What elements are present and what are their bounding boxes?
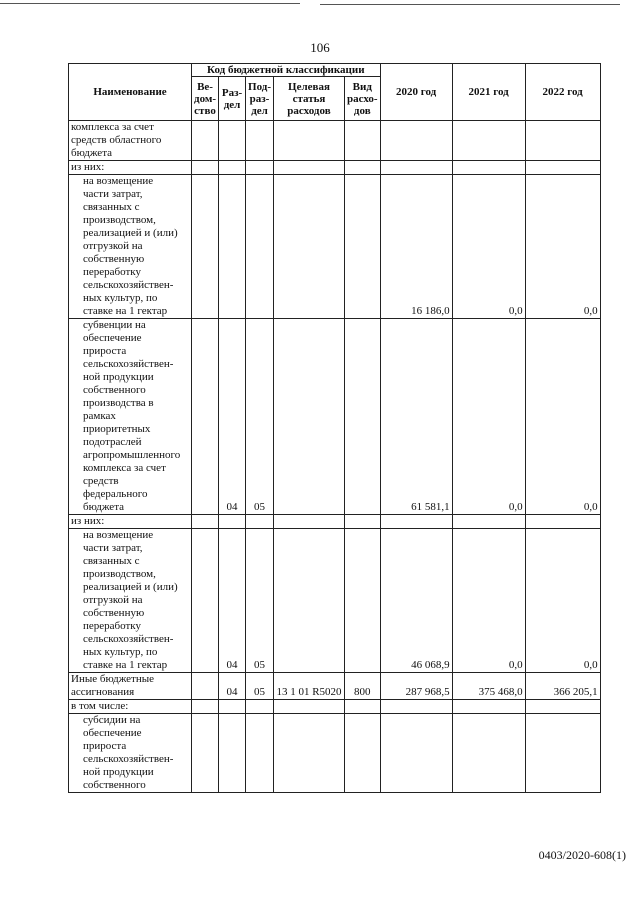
cell-celevaya bbox=[273, 161, 344, 175]
cell-name: комплекса за счет средств областного бюджета bbox=[69, 121, 192, 161]
cell-vid bbox=[344, 121, 380, 161]
budget-table bbox=[68, 63, 601, 793]
header-podrazdel: Под- раз- дел bbox=[246, 77, 274, 121]
cell-y1: 61 581,1 bbox=[380, 319, 452, 515]
header-celevaya: Целевая статья расходов bbox=[273, 77, 344, 121]
table-row bbox=[69, 175, 601, 319]
table-row bbox=[69, 700, 601, 714]
cell-name: из них: bbox=[69, 161, 192, 175]
cell-y1 bbox=[380, 161, 452, 175]
cell-celevaya: 13 1 01 R5020 bbox=[273, 673, 344, 700]
cell-y3 bbox=[525, 161, 600, 175]
cell-ved bbox=[192, 515, 219, 529]
table-row bbox=[69, 673, 601, 700]
cell-razdel bbox=[219, 121, 246, 161]
cell-podrazdel bbox=[246, 121, 274, 161]
cell-ved bbox=[192, 700, 219, 714]
cell-razdel bbox=[219, 714, 246, 793]
table-row bbox=[69, 319, 601, 515]
cell-razdel bbox=[219, 700, 246, 714]
table-row bbox=[69, 515, 601, 529]
cell-y2 bbox=[452, 700, 525, 714]
cell-y2 bbox=[452, 161, 525, 175]
cell-y1 bbox=[380, 714, 452, 793]
cell-y1: 46 068,9 bbox=[380, 529, 452, 673]
header-year-2020: 2020 год bbox=[380, 64, 452, 121]
cell-y3: 0,0 bbox=[525, 175, 600, 319]
cell-y2: 0,0 bbox=[452, 529, 525, 673]
cell-y1: 16 186,0 bbox=[380, 175, 452, 319]
cell-name: в том числе: bbox=[69, 700, 192, 714]
cell-y2: 0,0 bbox=[452, 319, 525, 515]
cell-y1 bbox=[380, 121, 452, 161]
cell-podrazdel bbox=[246, 714, 274, 793]
cell-podrazdel: 05 bbox=[246, 529, 274, 673]
cell-y1: 287 968,5 bbox=[380, 673, 452, 700]
cell-y3: 366 205,1 bbox=[525, 673, 600, 700]
cell-name: субвенции на обеспечение прироста сельскохозяйствен- ной продукции собственного производства в рамках приоритетных подотраслей агропромышленного комплекса за счет средств федерального бюджета bbox=[69, 319, 192, 515]
cell-y3 bbox=[525, 714, 600, 793]
table-row bbox=[69, 529, 601, 673]
cell-podrazdel bbox=[246, 175, 274, 319]
cell-vid bbox=[344, 700, 380, 714]
table-row bbox=[69, 121, 601, 161]
cell-y1 bbox=[380, 515, 452, 529]
cell-celevaya bbox=[273, 700, 344, 714]
cell-y2 bbox=[452, 515, 525, 529]
cell-ved bbox=[192, 161, 219, 175]
cell-y3 bbox=[525, 515, 600, 529]
cell-razdel: 04 bbox=[219, 529, 246, 673]
cell-vid bbox=[344, 175, 380, 319]
cell-celevaya bbox=[273, 121, 344, 161]
header-razdel: Раз- дел bbox=[219, 77, 246, 121]
cell-razdel bbox=[219, 515, 246, 529]
cell-vid: 800 bbox=[344, 673, 380, 700]
document-code: 0403/2020-608(1) bbox=[538, 848, 626, 862]
table-body bbox=[69, 121, 601, 793]
cell-podrazdel bbox=[246, 515, 274, 529]
cell-vid bbox=[344, 319, 380, 515]
cell-celevaya bbox=[273, 175, 344, 319]
header-classification: Код бюджетной классификации bbox=[192, 64, 381, 77]
cell-podrazdel bbox=[246, 700, 274, 714]
cell-podrazdel: 05 bbox=[246, 319, 274, 515]
cell-y1 bbox=[380, 700, 452, 714]
cell-y2: 375 468,0 bbox=[452, 673, 525, 700]
cell-celevaya bbox=[273, 319, 344, 515]
cell-razdel: 04 bbox=[219, 673, 246, 700]
top-rule-left bbox=[0, 3, 300, 4]
cell-name: субсидии на обеспечение прироста сельскохозяйствен- ной продукции собственного bbox=[69, 714, 192, 793]
cell-y2 bbox=[452, 714, 525, 793]
cell-name: Иные бюджетные ассигнования bbox=[69, 673, 192, 700]
cell-razdel bbox=[219, 161, 246, 175]
cell-celevaya bbox=[273, 515, 344, 529]
cell-ved bbox=[192, 673, 219, 700]
top-rule-right bbox=[320, 4, 620, 5]
cell-celevaya bbox=[273, 714, 344, 793]
table-row bbox=[69, 714, 601, 793]
cell-vid bbox=[344, 515, 380, 529]
cell-vid bbox=[344, 529, 380, 673]
cell-razdel bbox=[219, 175, 246, 319]
table-row bbox=[69, 161, 601, 175]
cell-ved bbox=[192, 714, 219, 793]
cell-ved bbox=[192, 529, 219, 673]
cell-name: на возмещение части затрат, связанных с производством, реализацией и (или) отгрузкой на собственную переработку сельскохозяйствен- ных культур, по ставке на 1 гектар bbox=[69, 529, 192, 673]
cell-razdel: 04 bbox=[219, 319, 246, 515]
cell-y3 bbox=[525, 700, 600, 714]
cell-podrazdel: 05 bbox=[246, 673, 274, 700]
header-name: Наименование bbox=[69, 64, 192, 121]
cell-vid bbox=[344, 161, 380, 175]
cell-podrazdel bbox=[246, 161, 274, 175]
cell-vid bbox=[344, 714, 380, 793]
cell-ved bbox=[192, 121, 219, 161]
header-ved: Ве- дом- ство bbox=[192, 77, 219, 121]
cell-ved bbox=[192, 319, 219, 515]
header-vid: Вид расхо- дов bbox=[344, 77, 380, 121]
cell-y2 bbox=[452, 121, 525, 161]
cell-y3 bbox=[525, 121, 600, 161]
cell-name: на возмещение части затрат, связанных с производством, реализацией и (или) отгрузкой на собственную переработку сельскохозяйствен- ных культур, по ставке на 1 гектар bbox=[69, 175, 192, 319]
cell-celevaya bbox=[273, 529, 344, 673]
cell-y2: 0,0 bbox=[452, 175, 525, 319]
cell-name: из них: bbox=[69, 515, 192, 529]
cell-y3: 0,0 bbox=[525, 319, 600, 515]
cell-ved bbox=[192, 175, 219, 319]
header-year-2022: 2022 год bbox=[525, 64, 600, 121]
header-year-2021: 2021 год bbox=[452, 64, 525, 121]
cell-y3: 0,0 bbox=[525, 529, 600, 673]
page-number: 106 bbox=[310, 40, 330, 55]
